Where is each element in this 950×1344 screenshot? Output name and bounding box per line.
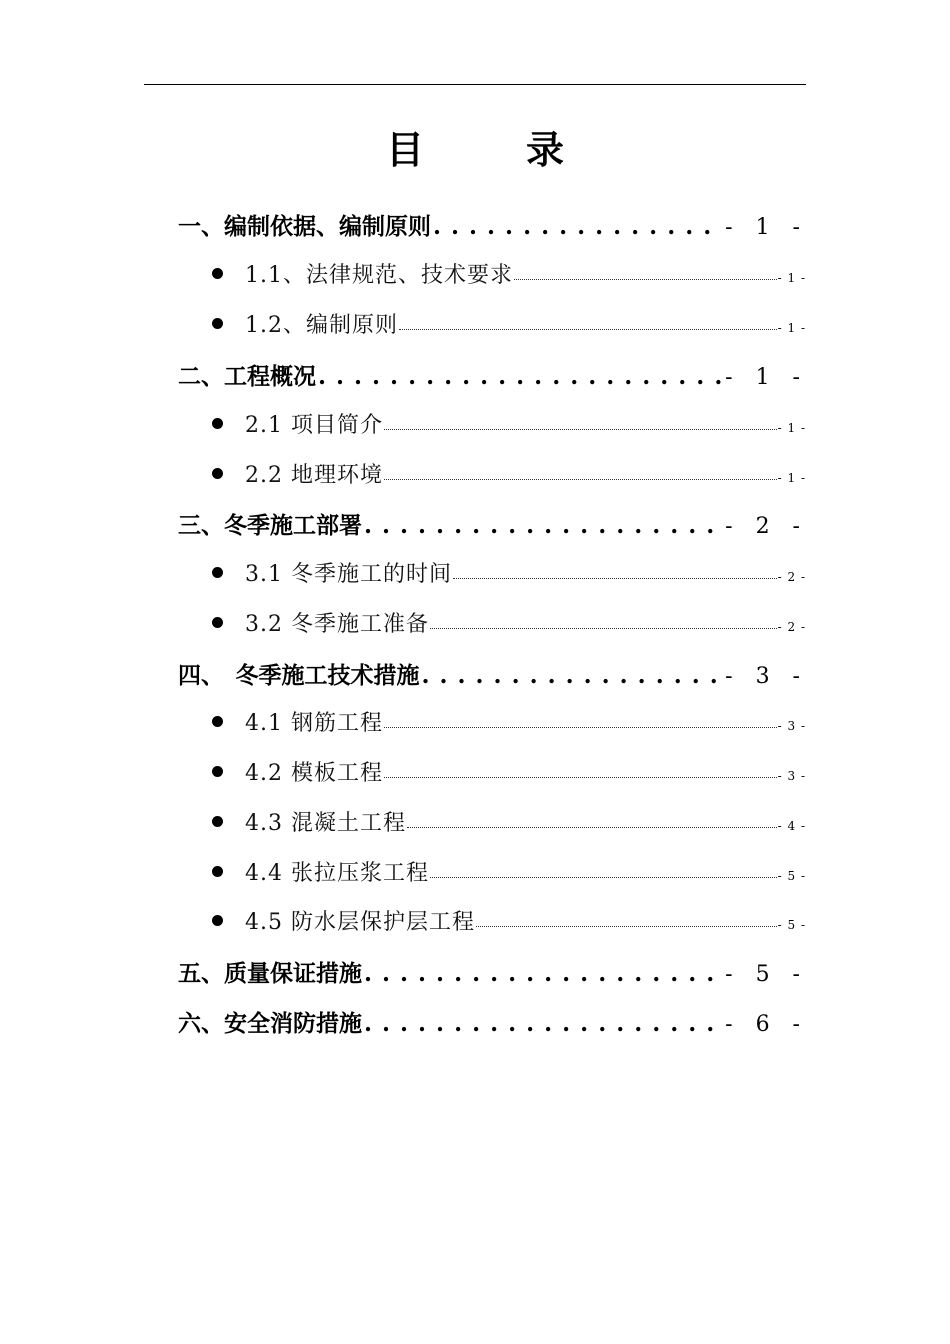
- toc-page-number: - 1 -: [777, 471, 806, 485]
- bullet-icon: [212, 866, 223, 877]
- toc-entry-text: 六、安全消防措施: [178, 1010, 362, 1037]
- toc-entry-text: 四、 冬季施工技术措施: [178, 662, 420, 689]
- toc-leader: [430, 627, 777, 629]
- toc-entry-4[interactable]: [178, 657, 808, 691]
- toc-page-number: - 5 -: [777, 918, 806, 932]
- toc-entry-text: 2.2 地理环境: [245, 463, 383, 488]
- toc-leader: [318, 363, 721, 390]
- toc-entry-1-1[interactable]: [212, 258, 806, 292]
- toc-leader: [407, 826, 777, 828]
- toc-entry-text: 1.1、法律规范、技术要求: [245, 263, 513, 288]
- toc-leader: [476, 925, 777, 927]
- toc-page-number: - 2 -: [777, 620, 806, 634]
- toc-leader: [384, 726, 777, 728]
- bullet-icon: [212, 318, 223, 329]
- toc-page-number: - 3 -: [725, 664, 808, 689]
- toc-entry-1-2[interactable]: [212, 308, 806, 342]
- toc-entry-3-2[interactable]: [212, 607, 806, 641]
- toc-page-number: - 2 -: [777, 570, 806, 584]
- toc-leader: [399, 328, 777, 330]
- toc-entry-text: 一、编制依据、编制原则: [178, 213, 431, 240]
- toc-leader: [514, 278, 777, 280]
- bullet-icon: [212, 716, 223, 727]
- toc-entry-text: 3.2 冬季施工准备: [245, 612, 429, 637]
- toc-page-number: - 1 -: [777, 321, 806, 335]
- toc-leader: [384, 776, 777, 778]
- bullet-icon: [212, 567, 223, 578]
- toc-entry-5[interactable]: [178, 955, 808, 989]
- toc-entry-4-4[interactable]: [212, 856, 806, 890]
- toc-entry-text: 3.1 冬季施工的时间: [245, 562, 452, 587]
- toc-entry-6[interactable]: [178, 1005, 808, 1039]
- toc-entry-text: 4.1 钢筋工程: [245, 711, 383, 736]
- toc-entry-text: 4.5 防水层保护层工程: [245, 910, 475, 935]
- toc-leader: [364, 1010, 721, 1037]
- toc-leader: [384, 478, 777, 480]
- toc-entry-3-1[interactable]: [212, 557, 806, 591]
- toc-page-number: - 4 -: [777, 819, 806, 833]
- bullet-icon: [212, 468, 223, 479]
- toc-entry-text: 三、冬季施工部署: [178, 512, 362, 539]
- toc-title: 目 录: [385, 127, 596, 172]
- toc-entry-2-2[interactable]: [212, 458, 806, 492]
- toc-entry-4-2[interactable]: [212, 756, 806, 790]
- bullet-icon: [212, 617, 223, 628]
- toc-entry-text: 1.2、编制原则: [245, 313, 398, 338]
- bullet-icon: [212, 915, 223, 926]
- toc-leader: [384, 428, 777, 430]
- toc-entry-1[interactable]: [178, 208, 808, 242]
- toc-leader: [430, 876, 777, 878]
- toc-entry-text: 4.4 张拉压浆工程: [245, 861, 429, 886]
- toc-entry-4-3[interactable]: [212, 806, 806, 840]
- bullet-icon: [212, 268, 223, 279]
- bullet-icon: [212, 816, 223, 827]
- toc-page-number: - 1 -: [725, 365, 808, 390]
- toc-entry-text: 二、工程概况: [178, 363, 316, 390]
- toc-entry-text: 2.1 项目简介: [245, 413, 383, 438]
- toc-leader: [453, 577, 777, 579]
- toc-leader: [433, 213, 721, 240]
- toc-entry-2-1[interactable]: [212, 408, 806, 442]
- toc-page-number: - 5 -: [777, 869, 806, 883]
- toc-entry-4-1[interactable]: [212, 706, 806, 740]
- bullet-icon: [212, 766, 223, 777]
- toc-page-number: - 5 -: [725, 962, 808, 987]
- toc-entry-3[interactable]: [178, 507, 808, 541]
- toc-page-number: - 3 -: [777, 719, 806, 733]
- toc-page-number: - 1 -: [725, 215, 808, 240]
- toc-entry-4-5[interactable]: [212, 905, 806, 939]
- toc-leader: [364, 960, 721, 987]
- toc-page-number: - 1 -: [777, 271, 806, 285]
- toc-page-number: - 2 -: [725, 514, 808, 539]
- toc-entry-2[interactable]: [178, 358, 808, 392]
- toc-leader: [422, 662, 722, 689]
- toc-entry-text: 4.3 混凝土工程: [245, 811, 406, 836]
- toc-leader: [364, 512, 721, 539]
- toc-entry-text: 4.2 模板工程: [245, 761, 383, 786]
- toc-page-number: - 6 -: [725, 1012, 808, 1037]
- toc-entry-text: 五、质量保证措施: [178, 960, 362, 987]
- toc-page-number: - 1 -: [777, 421, 806, 435]
- toc-page-number: - 3 -: [777, 769, 806, 783]
- bullet-icon: [212, 418, 223, 429]
